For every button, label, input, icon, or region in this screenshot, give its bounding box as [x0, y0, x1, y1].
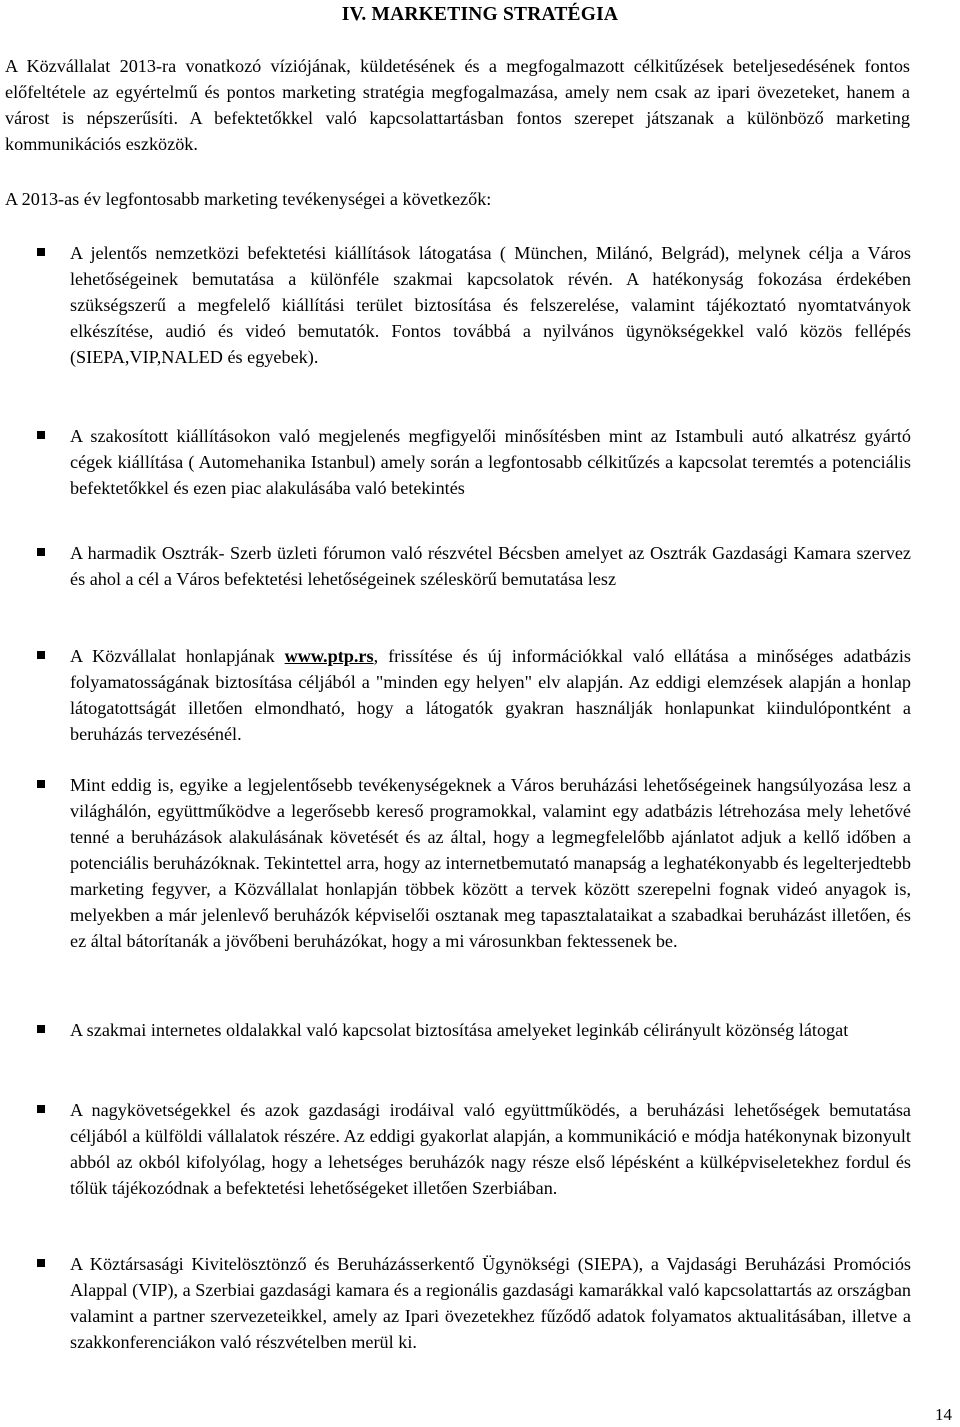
square-bullet-icon — [37, 548, 45, 556]
intro-text: A Közvállalat 2013-ra vonatkozó víziójának, küldetésének és a megfogalmazott célkitűzések beteljesedésének fontos előfeltétele az egyértelmű és pontos marketing stratégia megfogalmazása, amely nem csak az ipari övezeteket, hanem a várost is népszerűsíti. A befektetőkkel való kapcsolattartásban fontos szerepet játszanak a különböző marketing kommunikációs eszközök. — [5, 56, 910, 154]
list-item-text: A szakmai internetes oldalakkal való kapcsolat biztosítása amelyeket leginkáb célirányult közönség látogat — [70, 1020, 849, 1040]
list-item-text: A szakosított kiállításokon való megjelenés megfigyelői minősítésben mint az Istambuli autó alkatrész gyártó cégek kiállítása ( Automehanika Istanbul) amely során a legfontosabb célkitűzés a kapcsolat teremtés a potenciális befektetőkkel és ezen piac alakulásába való betekintés — [70, 426, 911, 498]
square-bullet-icon — [37, 1105, 45, 1113]
square-bullet-icon — [37, 248, 45, 256]
list-item-text — [70, 643, 911, 747]
square-bullet-icon — [37, 1259, 45, 1267]
list-item-text: A jelentős nemzetközi befektetési kiállítások látogatása ( München, Milánó, Belgrád), melynek célja a Város lehetőségeinek bemutatása a különféle szakmai kapcsolatok révén. A hatékonyság fokozása érdekében szükségszerű a megfelelő kiállítási terület biztosítása és felszerelése, valamint tájékoztató nyomtatványok elkészítése, audió és videó bemutatók. Fontos továbbá a nyilvános ügynökségekkel való közös fellépés (SIEPA,VIP,NALED és egyebek). — [70, 243, 911, 367]
list-item-text-after: , frissítése és új információkkal való ellátása a minőséges adatbázis folyamatosságának biztosítása céljából a "minden egy helyen" elv alapján. Az eddigi elemzések alapján a honlap látogatottságát illetően elmondható, hogy a látogatók gyakran használják honlapunkat kiindulópontként a beruházás tervezésénél. — [70, 646, 911, 744]
website-link[interactable]: www.ptp.rs — [284, 646, 374, 666]
square-bullet-icon — [37, 1025, 45, 1033]
list-item-text: A nagykövetségekkel és azok gazdasági irodáival való együttműködés, a beruházási lehetőségek bemutatása céljából a külföldi vállalatok részére. Az eddigi gyakorlat alapján, a kommunikáció e módja hatékonynak bizonyult abból az okból kifolyólag, hogy a lehetséges beruházók nagy része első lépésként a külképviseletekhez fordul és tőlük tájékozódnak a befektetési lehetőségeket illetően Szerbiában. — [70, 1100, 911, 1198]
list-item-text: A Köztársasági Kivitelösztönző és Beruházásserkentő Ügynökségi (SIEPA), a Vajdasági Beruházási Promóciós Alappal (VIP), a Szerbiai gazdasági kamara és a regionális gazdasági kamarákkal való kapcsolattartás az országban valamint a partner szervezeteikkel, amely az Ipari övezetekhez fűződő adatok folyamatos aktualitásában, illetve a szakkonferenciákon való részvételben merül ki. — [70, 1254, 911, 1352]
activities-lead: A 2013-as év legfontosabb marketing tevékenységei a következők: — [5, 189, 492, 209]
list-item-text: A harmadik Osztrák- Szerb üzleti fórumon való részvétel Bécsben amelyet az Osztrák Gazdasági Kamara szervez és ahol a cél a Város befektetési lehetőségeinek széleskörű bemutatása lesz — [70, 543, 911, 589]
page-title: IV. MARKETING STRATÉGIA — [341, 4, 619, 25]
square-bullet-icon — [37, 431, 45, 439]
square-bullet-icon — [37, 651, 45, 659]
square-bullet-icon — [37, 780, 45, 788]
list-item-text: Mint eddig is, egyike a legjelentősebb tevékenységeknek a Város beruházási lehetőségeinek hangsúlyozása lesz a világhálón, együttműködve a legerősebb kereső programokkal, valamint egy adatbázis létrehozása mely lehetővé tenné a beruházások alakulásának követését és az által, hogy a legmegfelelőbb ajánlatot adjuk a kellő időben a potenciális beruházóknak. Tekintettel arra, hogy az internetbemutató manapság a leghatékonyabb és legelterjedtebb marketing fegyver, a Közvállalat honlapján többek között a tervek között szerepelni fognak videó anyagok is, melyekben a már jelenlevő beruházók képviselői osztanak meg tapasztalataikat a szabadkai beruházást illetően, és ez által bátorítanák a jövőbeni beruházókat, hogy a mi városunkban fektessenek be. — [70, 775, 911, 951]
page-number: 14 — [935, 1405, 952, 1424]
intro-paragraph — [5, 53, 910, 157]
list-item-text-before: A Közvállalat honlapjának — [70, 646, 285, 666]
